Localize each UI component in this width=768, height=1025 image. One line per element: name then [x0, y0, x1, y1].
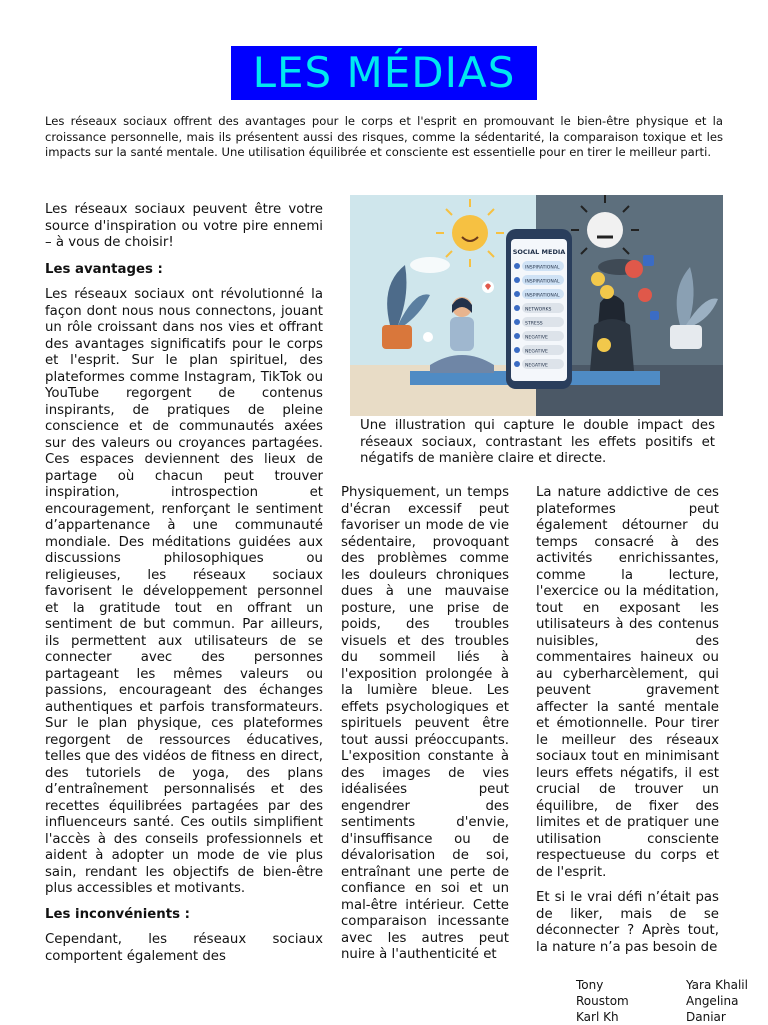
- phone-list-label: NEGATIVE: [525, 349, 548, 355]
- authors-group-b: [686, 977, 766, 1025]
- author-name: Karl Kh: [576, 1010, 619, 1024]
- addiction-paragraph: La nature addictive de ces plateformes peut également détourner du temps consacré à des activités enrichissantes, comme la lecture, l'exercice ou la méditation, tout en exposant les utilisateurs à des contenus nuisibles, des commentaires haineux ou au cyberharcèlement, qui peuvent gravement affecter la santé mentale et émotionnelle. Pour tirer le meilleur des réseaux sociaux tout en minimisant leurs effets négatifs, il est crucial de trouver un équilibre, de fixer des limites et de pratiquer une utilisation consciente respectueuse du corps et de l'esprit.: [536, 485, 719, 880]
- avantages-paragraph: Les réseaux sociaux ont révolutionné la façon dont nous nous connectons, jouant un rôle croissant dans nos vies et offrant des avantages significatifs pour le corps et l'esprit. Sur le plan spirituel, des plateformes comme Instagram, TikTok ou YouTube regorgent de contenus inspirants, de pratiques de pleine conscience et de communautés axées sur des valeurs ou croyances partagées. Ces espaces deviennent des lieux de partage où chacun peut trouver inspiration, introspection et encouragement, renforçant le sentiment d’appartenance à une communauté mondiale. Des méditations guidées aux discussions philosophiques ou religieuses, les réseaux sociaux favorisent le développement personnel et la gratitude tout en offrant un sentiment de but commun. Par ailleurs, ils permettent aux utilisateurs de se connecter avec des personnes partageant les mêmes valeurs ou passions, encourageant des échanges authentiques et parfois transformateurs. Sur le plan physique, ces plateformes regorgent de ressources éducatives, telles que des vidéos de fitness en direct, des tutoriels de yoga, des plans d’entraînement personnalisés et des recettes équilibrées partagées par des influenceurs santé. Ces outils simplifient l'accès à des conseils professionnels et aident à adopter un mode de vie plus sain, rendant les objectifs de bien-être plus accessibles et motivants.: [45, 287, 323, 896]
- page-title: LES MÉDIAS: [231, 46, 537, 100]
- column-left: [45, 202, 323, 1014]
- intro-paragraph: Les réseaux sociaux offrent des avantages pour le corps et l'esprit en promouvant le bien-être physique et la croissance personnelle, mais ils présentent aussi des risques, comme la sédentarité, la comparaison toxique et les impacts sur la santé mentale. Une utilisation équilibrée et consciente est essentielle pour en tirer le meilleur parti.: [45, 114, 723, 159]
- phone-list-label: INSPIRATIONAL: [525, 279, 560, 285]
- heart-bubble-icon: [423, 332, 433, 342]
- phone-list-icon: [514, 333, 520, 339]
- share-icon: [650, 311, 659, 320]
- author-name: Angelina: [686, 994, 739, 1008]
- phone-list-label: NEGATIVE: [525, 363, 548, 369]
- author-name: Roustom: [576, 994, 629, 1008]
- phone-list-label: INSPIRATIONAL: [525, 265, 560, 271]
- authors-group-a: [576, 977, 656, 1025]
- heading-avantages: Les avantages :: [45, 261, 163, 277]
- sad-emoji-icon: [597, 338, 611, 352]
- author-name: Daniar: [686, 1010, 726, 1024]
- closing-paragraph: Et si le vrai défi n’était pas de liker, mais de se déconnecter ? Après tout, la nature n’a pas besoin de: [536, 890, 719, 955]
- phone-title: SOCIAL MEDIA: [512, 248, 566, 256]
- author-name: Yara Khalil: [686, 978, 748, 992]
- angry-emoji-icon: [638, 288, 652, 302]
- phone-list-label: STRESS: [525, 321, 543, 327]
- column-middle: [341, 485, 509, 997]
- phone-list-icon: [514, 291, 520, 297]
- social-media-illustration: [350, 195, 723, 416]
- like-icon: [643, 255, 654, 266]
- author-name: Tony: [576, 978, 604, 992]
- phone-list-icon: [514, 277, 520, 283]
- phone-list-icon: [514, 347, 520, 353]
- phone-list-icon: [514, 361, 520, 367]
- sad-emoji-icon: [600, 285, 614, 299]
- phone-list-icon: [514, 305, 520, 311]
- image-caption: Une illustration qui capture le double impact des réseaux sociaux, contrastant les effets positifs et négatifs de manière claire et directe.: [360, 418, 715, 466]
- physical-effects-paragraph: Physiquement, un temps d'écran excessif peut favoriser un mode de vie sédentaire, provoquant des problèmes comme les douleurs chroniques dues à une mauvaise posture, une prise de poids, des troubles visuels et des troubles du sommeil liés à l'exposition prolongée à la lumière bleue. Les effets psychologiques et spirituels peuvent être tout aussi préoccupants. L'exposition constante à des images de vies idéalisées peut engendrer des sentiments d'envie, d'insuffisance ou de dévalorisation de soi, entraînant une perte de confiance en soi et un mal-être intérieur. Cette comparaison incessante avec les autres peut nuire à l'authenticité et: [341, 485, 509, 962]
- phone-list-label: INSPIRATIONAL: [525, 293, 560, 299]
- phone-list-label: NETWORKS: [525, 307, 552, 313]
- phone-list-label: NEGATIVE: [525, 335, 548, 341]
- phone-list-icon: [514, 263, 520, 269]
- phone-list-icon: [514, 319, 520, 325]
- angry-emoji-icon: [625, 260, 643, 278]
- inconvenients-paragraph: Cependant, les réseaux sociaux comportent également des: [45, 932, 323, 964]
- column-right: [536, 485, 719, 983]
- heading-inconvenients: Les inconvénients :: [45, 906, 190, 922]
- sad-emoji-icon: [591, 272, 605, 286]
- lead-paragraph: Les réseaux sociaux peuvent être votre source d'inspiration ou votre pire ennemi – à vous de choisir!: [45, 202, 323, 250]
- smartphone-icon: [506, 229, 572, 389]
